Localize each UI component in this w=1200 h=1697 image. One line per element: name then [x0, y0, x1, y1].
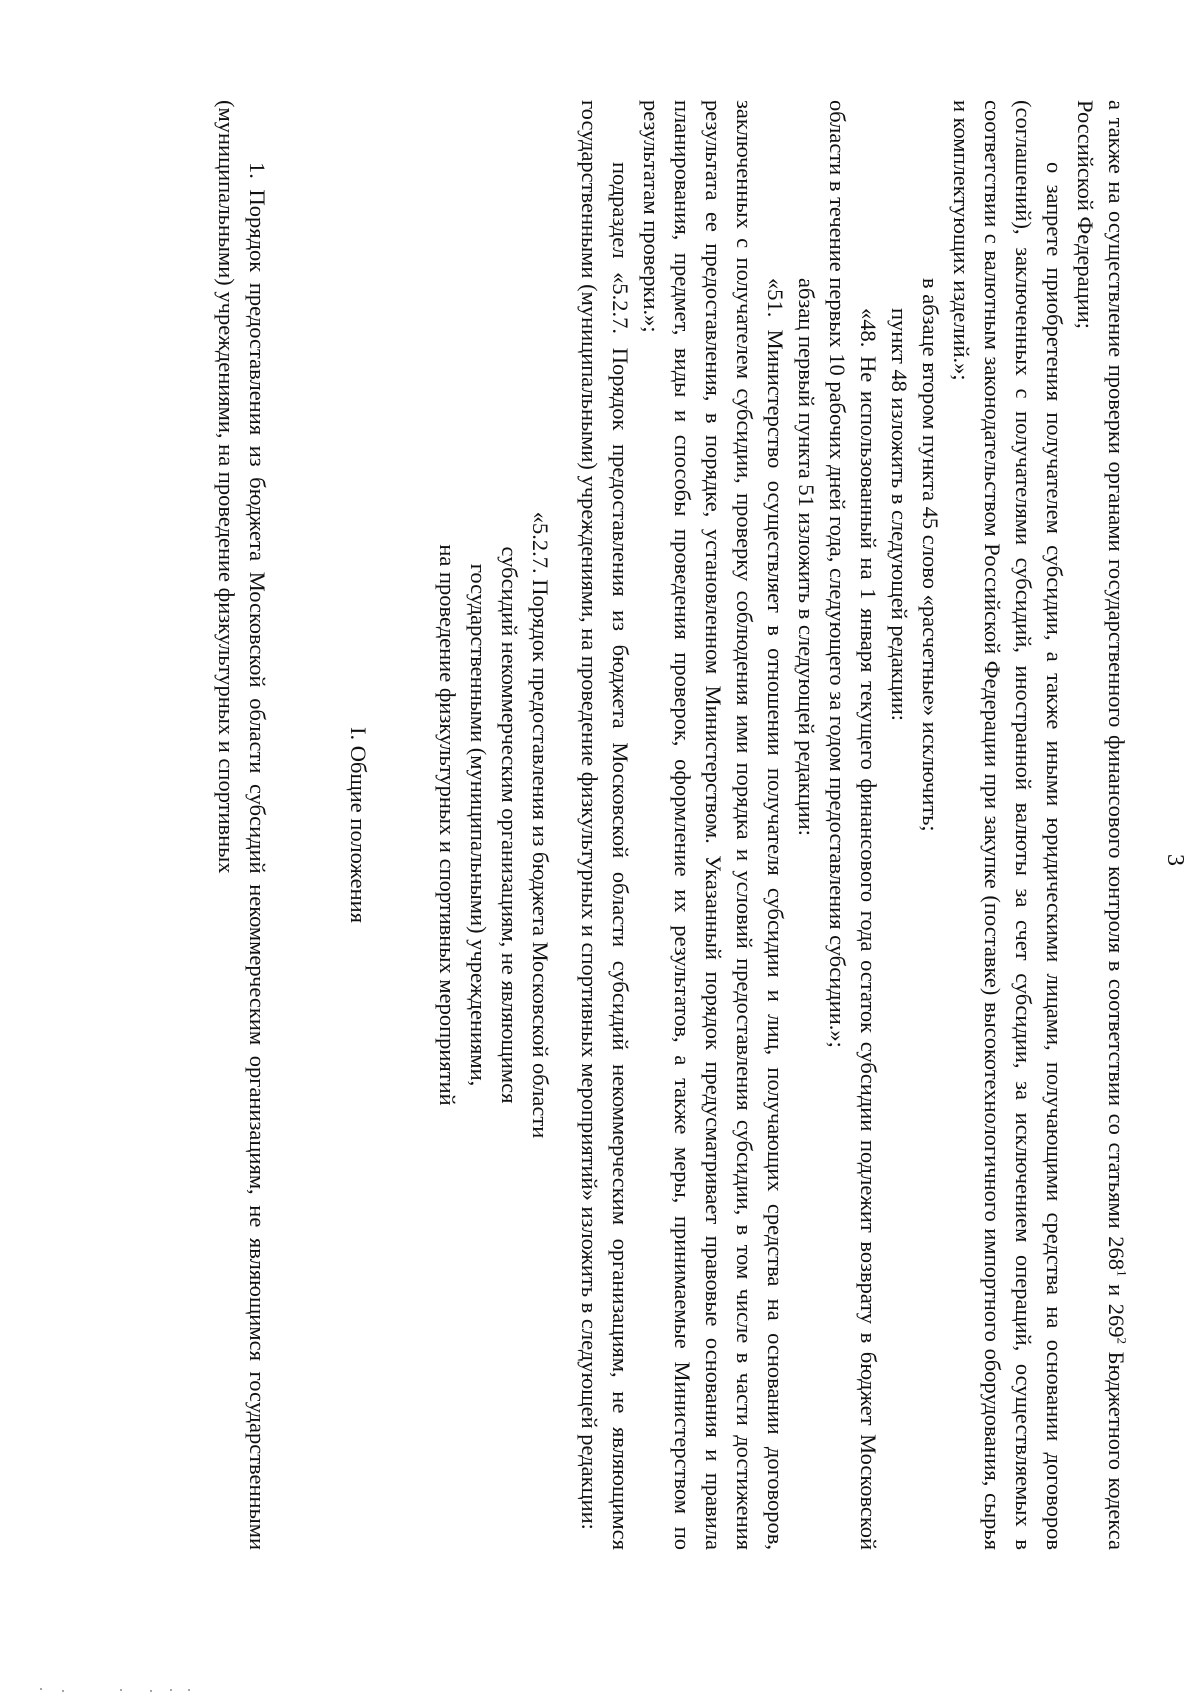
paragraph-item-48-intro: пункт 48 изложить в следующей редакции: — [887, 308, 912, 722]
paragraph-subsection-527: подраздел «5.2.7. Порядок предоставления из бюджета Московской области субсидий некоммерческим организациям, не являющимся государственными (муниципальными) учреждениями, на проведение физкультурных и спортивных мероприятий» изложить в следующей редакции: — [577, 100, 633, 1550]
scan-artifact — [62, 1690, 64, 1692]
paragraph-item-51-intro: абзац первый пункта 51 изложить в следующей редакции: — [794, 278, 819, 836]
paragraph-audit-rights: а также на осуществление проверки органами государственного финансового контроля в соответствии со статьями $268^1$ и $269^2$ Бюджетного кодекса Российской Федерации; — [1073, 100, 1130, 1550]
scan-artifact — [188, 1689, 190, 1691]
paragraph-item-48-text: «48. Не использованный на 1 января текущего финансового года остаток субсидии подлежит возврату в бюджет Московской области в течение первых 10 рабочих дней года, следующего за годом предоставления субсидии.»; — [825, 100, 881, 1550]
paragraph-item-51-text: «51. Министерство осуществляет в отношении получателя субсидии и лиц, получающих средства на основании договоров, заключенных с получателем субсидии, проверку соблюдения ими порядка и условий предоставления субсидии, в том числе в части достижения результата ее предоставления, в порядке, установленном Министерством. Указанный порядок предусматривает правовые основания и правила планирования, предмет, виды и способы проведения проверок, оформление их результатов, а также меры, принимаемые Министерством по результатам проверки.»; — [639, 100, 788, 1550]
page-number: 3 — [1162, 854, 1188, 866]
quoted-subsection-title: «5.2.7. Порядок предоставления из бюджета Московской области субсидий некоммерческим организациям, не являющимся государственными (муниципальными) учреждениями, на проведение физкультурных и спортивных мероприятий — [435, 511, 553, 1139]
scan-artifact — [120, 1689, 122, 1691]
scan-artifact — [40, 1688, 42, 1690]
scan-artifact — [150, 1690, 152, 1692]
rotated-page-content — [138, 100, 1188, 1620]
paragraph-currency-ban: о запрете приобретения получателем субсидии, а также иными юридическими лицами, получающими средства на основании договоров (соглашений), заключенных с получателями субсидий, иностранной валюты за счет субсидии, за исключением операций, осуществляемых в соответствии с валютным законодательством Российской Федерации при закупке (поставке) высокотехнологичного импортного оборудования, сырья и комплектующих изделий.»; — [949, 100, 1067, 1550]
scan-artifact — [170, 1689, 172, 1691]
paragraph-clause-1: 1. Порядок предоставления из бюджета Московской области субсидий некоммерческим организациям, не являющимся государственными (муниципальными) учреждениями, на проведение физкультурных и спортивных — [214, 100, 270, 1550]
document-body — [211, 100, 1132, 1550]
section-heading: I. Общие положения — [346, 727, 371, 923]
paragraph-item-45: в абзаце втором пункта 45 слово «расчетные» исключить; — [918, 278, 943, 832]
